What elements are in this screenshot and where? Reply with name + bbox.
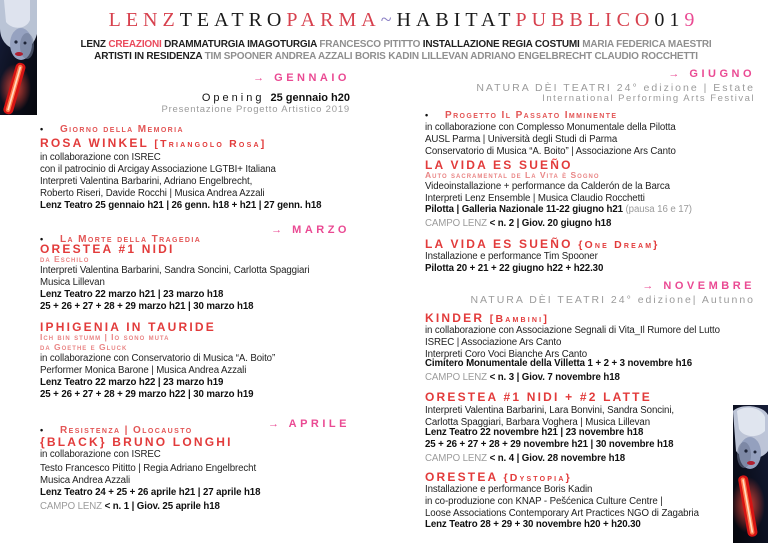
program-line	[425, 439, 755, 451]
text-segment: {BLACK} BRUNO LONGHI	[40, 435, 233, 449]
text-segment: La Morte della Tragedia	[60, 234, 202, 245]
program-line	[425, 453, 755, 465]
text-segment: Giorno della Memoria	[60, 124, 184, 135]
text-segment: Interpreti Lenz Ensemble | Musica Claudio Rocchetti	[425, 193, 645, 204]
text-segment: 25 + 26 + 27 + 28 + 29 novembre h21 | 30 novembre h18	[425, 439, 674, 450]
subtitle-line-1	[40, 39, 752, 51]
program-line	[40, 289, 350, 301]
program-line	[425, 325, 755, 337]
program-line	[425, 122, 755, 134]
program-line	[425, 496, 755, 508]
program-line	[40, 104, 350, 116]
text-segment: Lenz Teatro 22 marzo h22 | 23 marzo h19	[40, 377, 224, 388]
text-segment: 25 + 26 + 27 + 28 + 29 marzo h22 | 30 marzo h19	[40, 389, 254, 400]
month-heading	[40, 72, 350, 84]
text-segment: IPHIGENIA IN TAURIDE	[40, 320, 217, 334]
text-segment: KINDER	[425, 311, 490, 325]
text-segment: < n. 2 | Giov. 20 giugno h18	[489, 218, 612, 229]
bullet-icon: •	[40, 124, 45, 134]
program-line	[425, 484, 755, 496]
text-segment: Interpreti Valentina Barbarini, Adriano Engelbrecht,	[40, 176, 253, 187]
text-segment: (pausa 16 e 17)	[622, 204, 692, 215]
program-line	[425, 218, 755, 230]
program-line	[40, 463, 350, 475]
text-segment: in collaborazione con ISREC	[40, 449, 161, 460]
subtitle-line-2	[40, 51, 752, 63]
program-line	[425, 251, 755, 263]
text-segment: Musica Andrea Azzali	[40, 475, 131, 486]
text-segment: < n. 3 | Giov. 7 novembre h18	[489, 372, 620, 383]
text-segment: CAMPO LENZ	[425, 372, 490, 383]
program-line	[40, 265, 350, 277]
text-segment: [Triangolo Rosa]	[154, 138, 267, 150]
show-title	[425, 471, 755, 485]
text-segment: Lenz Teatro 28 + 29 + 30 novembre h20 + h20.30	[425, 519, 641, 530]
program-line	[425, 134, 755, 146]
program-line	[425, 170, 755, 180]
text-segment: [Bambini]	[489, 313, 550, 325]
text-segment: in collaborazione con Complesso Monumentale della Pilotta	[425, 122, 676, 133]
show-title	[425, 312, 755, 326]
text-segment: < n. 1 | Giov. 25 aprile h18	[104, 501, 220, 512]
program-line	[40, 176, 350, 188]
program-line	[40, 164, 350, 176]
title-segment: PARMA	[286, 9, 381, 31]
text-segment: Cimitero Monumentale della Villetta 1 + 2 + 3 novembre h16	[425, 358, 692, 369]
program-line	[425, 427, 755, 439]
text-segment: International Performing Arts Festival	[542, 93, 755, 104]
text-segment: ROSA WINKEL	[40, 136, 155, 150]
program-line	[40, 389, 350, 401]
program-column-right	[425, 68, 755, 531]
subtitle-segment: INSTALLAZIONE REGIA COSTUMI	[422, 39, 583, 50]
subtitle-segment: FRANCESCO PITITTO	[319, 39, 423, 50]
program-line	[425, 181, 755, 193]
text-segment: Lenz Teatro 22 marzo h21 | 23 marzo h18	[40, 289, 224, 300]
program-line	[40, 501, 350, 513]
text-segment: Loose Associations Contemporary Art Practices NGO di Zagabria	[425, 508, 699, 519]
lips	[15, 52, 23, 56]
subtitle-segment: TIM SPOONER ANDREA AZZALI BORIS KADIN LILLEVAN ADRIANO ENGELBRECHT CLAUDIO ROCCHETTI	[204, 50, 698, 62]
photo-performer-left	[0, 0, 37, 115]
subtitle-segment: DRAMMATURGIA IMAGOTURGIA	[164, 39, 320, 50]
text-segment: Conservatorio di Musica “A. Boito” | Associazione Ars Canto	[425, 146, 676, 157]
text-segment: in co-produzione con KNAP - Pešćenica Culture Centre |	[425, 496, 663, 507]
month-heading	[425, 68, 755, 80]
text-segment: Auto sacramental de La Vita è Sogno	[425, 170, 600, 180]
title-segment: HABITAT	[396, 9, 516, 31]
program-line	[425, 519, 755, 531]
text-segment: NATURA DÈI TEATRI 24° edizione| Autunno	[470, 294, 755, 306]
text-segment: Ich bin stumm | Io sono muta	[40, 332, 170, 342]
show-title	[40, 137, 350, 151]
show-title	[425, 238, 755, 252]
text-segment: con il patrocinio di Arcigay Associazione LGTBI+ Italiana	[40, 164, 276, 175]
program-line	[40, 277, 350, 289]
subtitle-segment: ARTISTI IN RESIDENZA	[94, 50, 205, 62]
text-segment: Videoinstallazione + performance da Calderón de la Barca	[425, 181, 670, 192]
eye-left	[14, 40, 17, 43]
text-segment: Lenz Teatro 24 + 25 + 26 aprile h21 | 27 aprile h18	[40, 487, 261, 498]
text-segment: NATURA DÈI TEATRI 24° edizione | Estate	[476, 82, 755, 94]
text-segment: Interpreti Valentina Barbarini, Lara Bonvini, Sandra Soncini,	[425, 405, 674, 416]
text-segment: ORESTEA #1 NIDI + #2 LATTE	[425, 390, 652, 404]
text-segment: LA VIDA ES SUEÑO	[425, 237, 579, 251]
text-segment: Pilotta 20 + 21 + 22 giugno h22 + h22.30	[425, 263, 604, 274]
text-segment: → GIUGNO	[668, 68, 755, 80]
text-segment: Roberto Riseri, Davide Rocchi | Musica Andrea Azzali	[40, 188, 265, 199]
text-segment: CAMPO LENZ	[425, 218, 490, 229]
text-segment: in collaborazione con Associazione Segnali di Vita_Il Rumore del Lutto	[425, 325, 720, 336]
text-segment: {Dystopia}	[503, 472, 572, 484]
program-line	[40, 487, 350, 499]
bullet-icon: •	[40, 234, 45, 244]
text-segment: 25 gennaio h20	[270, 92, 350, 104]
program-line	[425, 146, 755, 158]
program-line	[40, 92, 350, 104]
show-eyebrow	[425, 110, 755, 121]
show-eyebrow	[40, 124, 350, 135]
text-segment: Progetto Il Passato Imminente	[445, 110, 618, 121]
title-segment: 01	[654, 9, 685, 31]
program-line	[425, 263, 755, 275]
subtitle-segment: LENZ	[80, 39, 109, 50]
title-segment: TEATRO	[179, 9, 287, 31]
text-segment: ORESTEA #1 NIDI	[40, 242, 175, 256]
text-segment: Performer Monica Barone | Musica Andrea Azzali	[40, 365, 247, 376]
program-line	[40, 254, 350, 264]
show-title	[425, 391, 755, 404]
text-segment: da Eschilo	[40, 254, 90, 264]
text-segment: → NOVEMBRE	[642, 280, 755, 292]
program-line	[40, 449, 350, 461]
text-segment: AUSL Parma | Università degli Studi di Parma	[425, 134, 618, 145]
text-segment: ISREC | Associazione Ars Canto	[425, 337, 562, 348]
program-column-left	[40, 72, 350, 513]
program-line	[40, 365, 350, 377]
subtitle-segment: MARIA FEDERICA MAESTRI	[582, 39, 712, 50]
masthead-subtitle	[40, 39, 752, 62]
program-line	[40, 353, 350, 365]
program-line	[40, 475, 350, 487]
program-line	[40, 200, 350, 212]
bullet-icon: •	[425, 110, 430, 120]
text-segment: Testo Francesco Pititto | Regia Adriano Engelbrecht	[40, 463, 257, 474]
title-segment: ~	[380, 9, 397, 31]
eye-right	[24, 42, 27, 45]
hair-highlight	[4, 0, 30, 28]
text-segment: Lenz Teatro 25 gennaio h21 | 26 genn. h18 + h21 | 27 genn. h18	[40, 200, 322, 211]
program-line	[425, 405, 755, 417]
program-line	[425, 204, 755, 216]
text-segment: → APRILE	[268, 418, 350, 430]
month-heading	[425, 280, 755, 292]
program-line	[425, 337, 755, 349]
text-segment: Pilotta | Galleria Nazionale 11-22 giugno h21	[425, 204, 623, 215]
masthead-title	[48, 9, 760, 32]
program-line	[425, 295, 755, 306]
text-segment: CAMPO LENZ	[40, 501, 105, 512]
program-line	[425, 372, 755, 384]
program-line	[40, 152, 350, 164]
title-segment: PUBBLICO	[515, 9, 655, 31]
text-segment: CAMPO LENZ	[425, 453, 490, 464]
program-line	[425, 94, 755, 104]
program-line	[40, 188, 350, 200]
text-segment: LA VIDA ES SUEÑO	[425, 158, 573, 172]
text-segment: 25 + 26 + 27 + 28 + 29 marzo h21 | 30 marzo h18	[40, 301, 254, 312]
bullet-icon: •	[40, 425, 45, 435]
text-segment: in collaborazione con ISREC	[40, 152, 161, 163]
text-segment: → GENNAIO	[253, 72, 350, 84]
text-segment: ORESTEA	[425, 470, 504, 484]
program-line	[425, 358, 755, 370]
subtitle-segment: CREAZIONI	[108, 39, 165, 50]
text-segment: Carlotta Spaggiari, Barbara Voghera | Musica Lillevan	[425, 417, 651, 428]
text-segment: Installazione e performance Tim Spooner	[425, 251, 598, 262]
text-segment: Resistenza | Olocausto	[60, 425, 193, 436]
text-segment: in collaborazione con Conservatorio di Musica “A. Boito”	[40, 353, 276, 364]
text-segment: Installazione e performance Boris Kadin	[425, 484, 593, 495]
text-segment: Interpreti Coro Voci Bianche Ars Canto	[425, 349, 588, 360]
program-line	[40, 301, 350, 313]
title-segment: 9	[684, 9, 700, 31]
program-line	[40, 377, 350, 389]
title-segment: LENZ	[108, 9, 180, 31]
text-segment: Opening	[201, 92, 271, 104]
text-segment: → MARZO	[271, 224, 350, 236]
program-line	[40, 342, 350, 352]
text-segment: Interpreti Valentina Barbarini, Sandra Soncini, Carlotta Spaggiari	[40, 265, 310, 276]
text-segment: Lenz Teatro 22 novembre h21 | 23 novembre h18	[425, 427, 644, 438]
show-title	[40, 436, 350, 449]
text-segment: da Goethe e Gluck	[40, 342, 128, 352]
text-segment: Musica Lillevan	[40, 277, 105, 288]
text-segment: {One Dream}	[578, 239, 660, 251]
text-segment: Presentazione Progetto Artistico 2019	[161, 104, 350, 115]
text-segment: < n. 4 | Giov. 28 novembre h18	[489, 453, 626, 464]
